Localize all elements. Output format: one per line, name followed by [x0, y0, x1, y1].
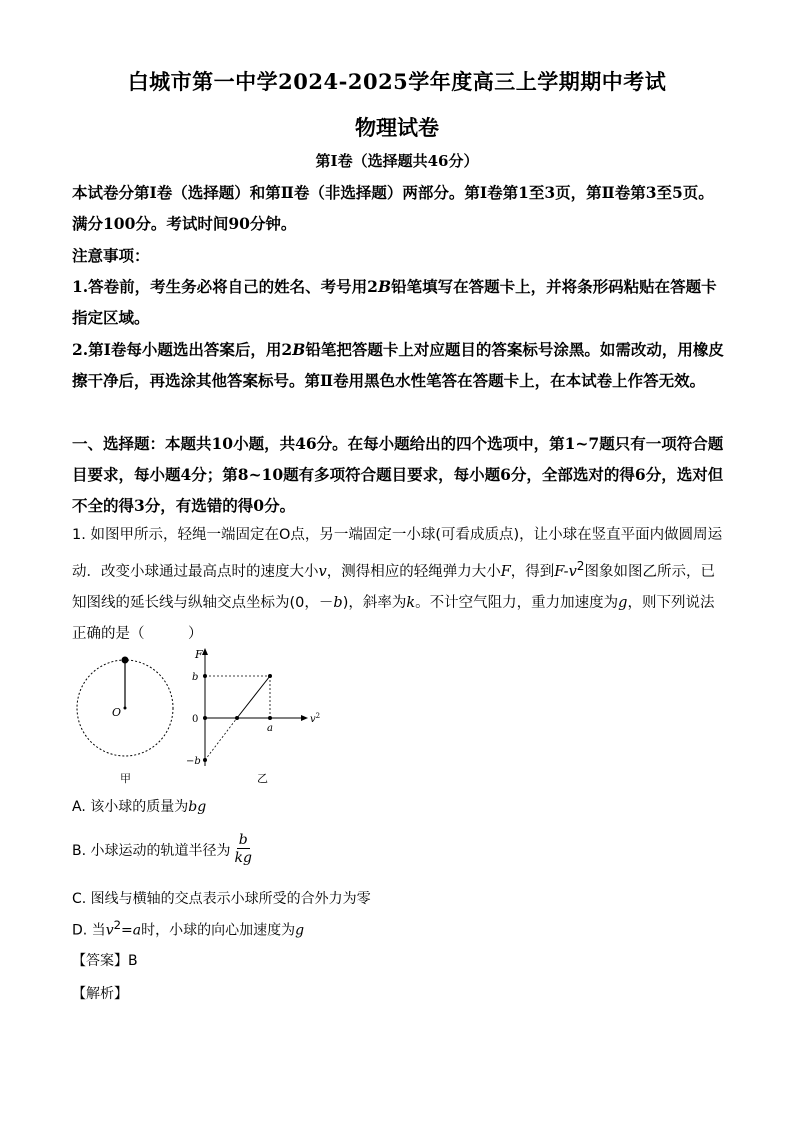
- point-neg-b: [203, 758, 207, 762]
- question-1-stem: 1. 如图甲所示，轻绳一端固定在O点，另一端固定一小球(可看成质点)，让小球在竖直平面内做圆周运动．改变小球通过最高点时的速度大小v，测得相应的轻绳弹力大小F，得到$F-v^2$图象如图乙所示，已知图线的延长线与纵轴交点坐标为(0，－b)，斜率为k。不计空气阻力，重力加速度为g，则下列说法正确的是（ ）: [72, 527, 723, 642]
- center-point: [124, 707, 127, 710]
- section-instructions: 一、选择题：本题共10小题，共46分。在每小题给出的四个选项中，第1~7题只有一项符合题目要求，每小题4分；第8~10题有多项符合题目要求，每小题6分，全部选对的得6分，选对但不全的得3分，有选错的得0分。: [72, 434, 724, 515]
- option-D: D. 当$v^2=a$时，小球的向心加速度为g: [72, 918, 305, 939]
- tick-a: a: [267, 723, 273, 734]
- tick-neg-b: −b: [186, 756, 201, 767]
- notice-item-2: 2.第Ⅰ卷每小题选出答案后，用2B铅笔把答题卡上对应题目的答案标号涂黑。如需改动，用橡皮擦干净后，再选涂其他答案标号。第Ⅱ卷用黑色水性笔答在答题卡上，在本试卷上作答无效。: [72, 340, 724, 390]
- fraction-b-over-kg: $\frac{b}{kg}$: [234, 832, 252, 866]
- tick-0: 0: [192, 714, 199, 725]
- analysis-label: 【解析】: [72, 986, 128, 1002]
- y-axis-arrow: [202, 648, 208, 655]
- notice-item-1: 1.答卷前，考生务必将自己的姓名、考号用2B铅笔填写在答题卡上，并将条形码粘贴在答题卡指定区域。: [72, 277, 717, 327]
- graph-line-extension: [205, 718, 237, 760]
- caption-yi: 乙: [257, 772, 268, 785]
- point-origin: [203, 716, 207, 720]
- axis-F-label: F: [195, 648, 203, 661]
- option-A: A. 该小球的质量为bg: [72, 799, 207, 815]
- label-O: O: [112, 706, 122, 719]
- point-b: [203, 674, 207, 678]
- intro-paragraph: 本试卷分第Ⅰ卷（选择题）和第Ⅱ卷（非选择题）两部分。第Ⅰ卷第1至3页，第Ⅱ卷第3至5页。满分100分。考试时间90分钟。: [72, 183, 714, 233]
- tick-b: b: [192, 672, 199, 683]
- point-end: [268, 674, 272, 678]
- question-1-figure: [72, 640, 372, 790]
- x-axis-arrow: [301, 715, 308, 721]
- part-title: 第Ⅰ卷（选择题共46分）: [315, 152, 479, 170]
- axis-v-label: $v^2$: [310, 712, 321, 725]
- exam-title: 白城市第一中学2024-2025学年度高三上学期期中考试: [127, 69, 667, 94]
- point-x-intercept: [235, 716, 239, 720]
- answer-label: 【答案】B: [72, 953, 138, 969]
- caption-jia: 甲: [120, 772, 131, 785]
- notice-heading: 注意事项：: [72, 246, 150, 265]
- graph-line-solid: [237, 676, 270, 718]
- point-a: [268, 716, 272, 720]
- option-C: C. 图线与横轴的交点表示小球所受的合外力为零: [72, 891, 371, 907]
- ball-dot: [122, 657, 129, 664]
- subject-title: 物理试卷: [355, 115, 439, 140]
- option-B: B. 小球运动的轨道半径为 $\frac{b}{kg}$: [72, 832, 252, 866]
